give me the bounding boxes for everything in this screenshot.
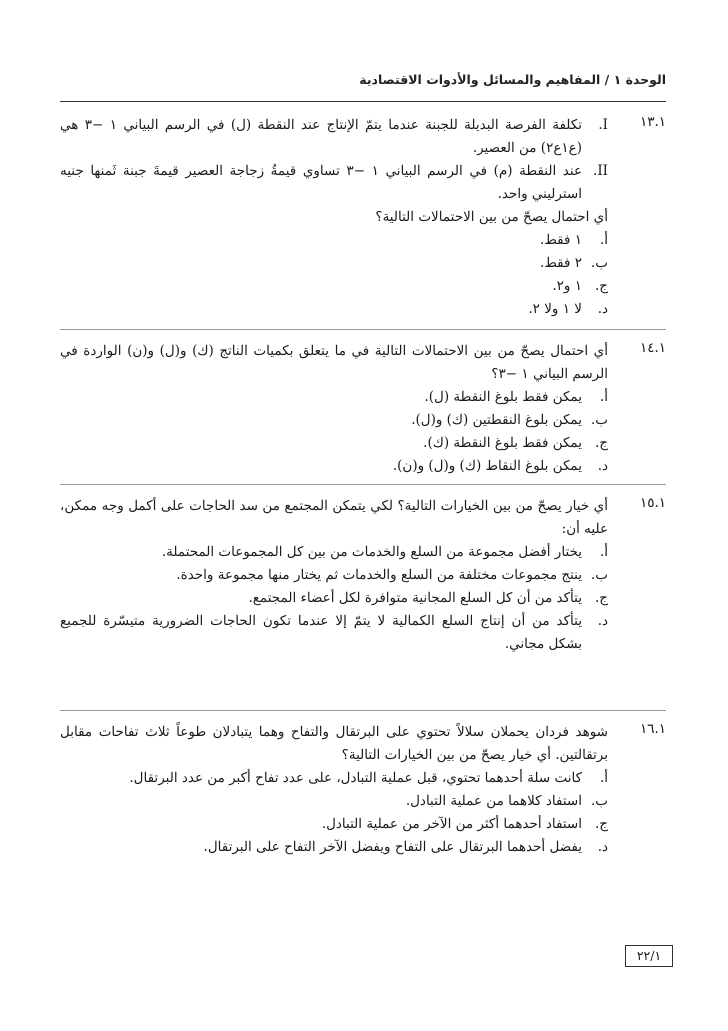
option-item <box>60 386 608 409</box>
question-body <box>60 114 608 321</box>
page-number: ٢٢/١ <box>625 945 673 967</box>
option-label: ج. <box>594 278 608 294</box>
question-divider <box>60 484 666 485</box>
question-stem: شوهد فردان يحملان سلالاً تحتوي على البرتقال والتفاح وهما يتبادلان طوعاً ثلاث تفاحات مقابل برتقالتين. أي خيار يصحّ من بين الخيارات التالية؟ <box>60 724 608 763</box>
option-label: ب. <box>590 793 608 809</box>
option-text: ١ و٢. <box>552 278 582 294</box>
question-body <box>60 721 608 859</box>
question-number: ١٦.١ <box>639 721 666 737</box>
question-stem: أي احتمال يصحّ من بين الاحتمالات التالية في ما يتعلق بكميات الناتج (ك) و(ل) و(ن) الواردة في الرسم البياني ١ −٣؟ <box>60 343 608 382</box>
premise-text: عند النقطة (م) في الرسم البياني ١ −٣ تساوي قيمةُ زجاجة العصير قيمةَ جبنة ثَمنها جنيه استرليني واحد. <box>60 163 582 202</box>
question-body <box>60 495 608 656</box>
question-divider <box>60 710 666 711</box>
question-number: ١٤.١ <box>639 340 666 356</box>
option-text: يمكن فقط بلوغ النقطة (ك). <box>423 435 582 451</box>
option-label: ج. <box>594 590 608 606</box>
page-header: الوحدة ١ / المفاهيم والمسائل والأدوات الاقتصادية <box>359 72 666 87</box>
question-divider <box>60 329 666 330</box>
option-text: ١ فقط. <box>540 232 582 248</box>
option-item <box>60 455 608 478</box>
option-text: استفاد أحدهما أكثر من الآخر من عملية التبادل. <box>321 816 582 832</box>
option-text: ينتج مجموعات مختلفة من السلع والخدمات ثم يختار منها مجموعة واحدة. <box>176 567 582 583</box>
option-text: ٢ فقط. <box>540 255 582 271</box>
option-label: أ. <box>599 770 608 786</box>
header-rule <box>60 101 666 102</box>
option-item <box>60 275 608 298</box>
premise-label: II. <box>593 163 608 179</box>
option-label: د. <box>597 613 608 629</box>
option-label: ب. <box>590 412 608 428</box>
option-label: ب. <box>590 255 608 271</box>
option-item <box>60 541 608 564</box>
question-number: ١٥.١ <box>639 495 666 511</box>
premise-item <box>60 114 608 160</box>
premise-text: تكلفة الفرصة البديلة للجبنة عندما يتمّ الإنتاج عند النقطة (ل) في الرسم البياني ١ −٣ هي (ع١ع٢) من العصير. <box>60 117 582 156</box>
option-item <box>60 409 608 432</box>
question-stem: أي احتمال يصحّ من بين الاحتمالات التالية؟ <box>375 209 608 225</box>
question-stem: أي خيار يصحّ من بين الخيارات التالية؟ لكي يتمكن المجتمع من سد الحاجات على أكمل وجه ممكن، عليه أن: <box>60 498 608 537</box>
option-label: أ. <box>599 232 608 248</box>
option-item <box>60 836 608 859</box>
option-item <box>60 610 608 656</box>
option-text: يختار أفضل مجموعة من السلع والخدمات من بين كل المجموعات المحتملة. <box>161 544 582 560</box>
option-item <box>60 432 608 455</box>
option-label: د. <box>597 839 608 855</box>
option-text: يمكن بلوغ النقاط (ك) و(ل) و(ن). <box>392 458 582 474</box>
option-text: يتأكد من أن إنتاج السلع الكمالية لا يتمّ إلا عندما تكون الحاجات الضرورية متيسّرة للجميع بشكل مجاني. <box>60 613 582 652</box>
option-label: د. <box>597 458 608 474</box>
option-label: أ. <box>599 544 608 560</box>
option-item <box>60 564 608 587</box>
option-item <box>60 298 608 321</box>
option-label: ج. <box>594 816 608 832</box>
option-text: يمكن فقط بلوغ النقطة (ل). <box>424 389 582 405</box>
question-16-1 <box>60 721 666 859</box>
option-item <box>60 790 608 813</box>
option-item <box>60 813 608 836</box>
question-14-1 <box>60 340 666 478</box>
option-item <box>60 252 608 275</box>
option-text: يمكن بلوغ النقطتين (ك) و(ل). <box>411 412 582 428</box>
option-text: كانت سلة أحدهما تحتوي، قبل عملية التبادل، على عدد تفاح أكبر من عدد البرتقال. <box>129 770 582 786</box>
option-text: يتأكد من أن كل السلع المجانية متوافرة لكل أعضاء المجتمع. <box>248 590 582 606</box>
option-text: لا ١ ولا ٢. <box>528 301 582 317</box>
option-label: ب. <box>590 567 608 583</box>
question-15-1 <box>60 495 666 656</box>
option-item <box>60 587 608 610</box>
option-label: د. <box>597 301 608 317</box>
question-body <box>60 340 608 478</box>
option-item <box>60 229 608 252</box>
option-text: يفضل أحدهما البرتقال على التفاح ويفضل الآخر التفاح على البرتقال. <box>203 839 582 855</box>
option-item <box>60 767 608 790</box>
premise-item <box>60 160 608 206</box>
option-label: أ. <box>599 389 608 405</box>
question-13-1 <box>60 114 666 321</box>
option-label: ج. <box>594 435 608 451</box>
question-number: ١٣.١ <box>639 114 666 130</box>
premise-label: I. <box>598 117 608 133</box>
option-text: استفاد كلاهما من عملية التبادل. <box>405 793 582 809</box>
